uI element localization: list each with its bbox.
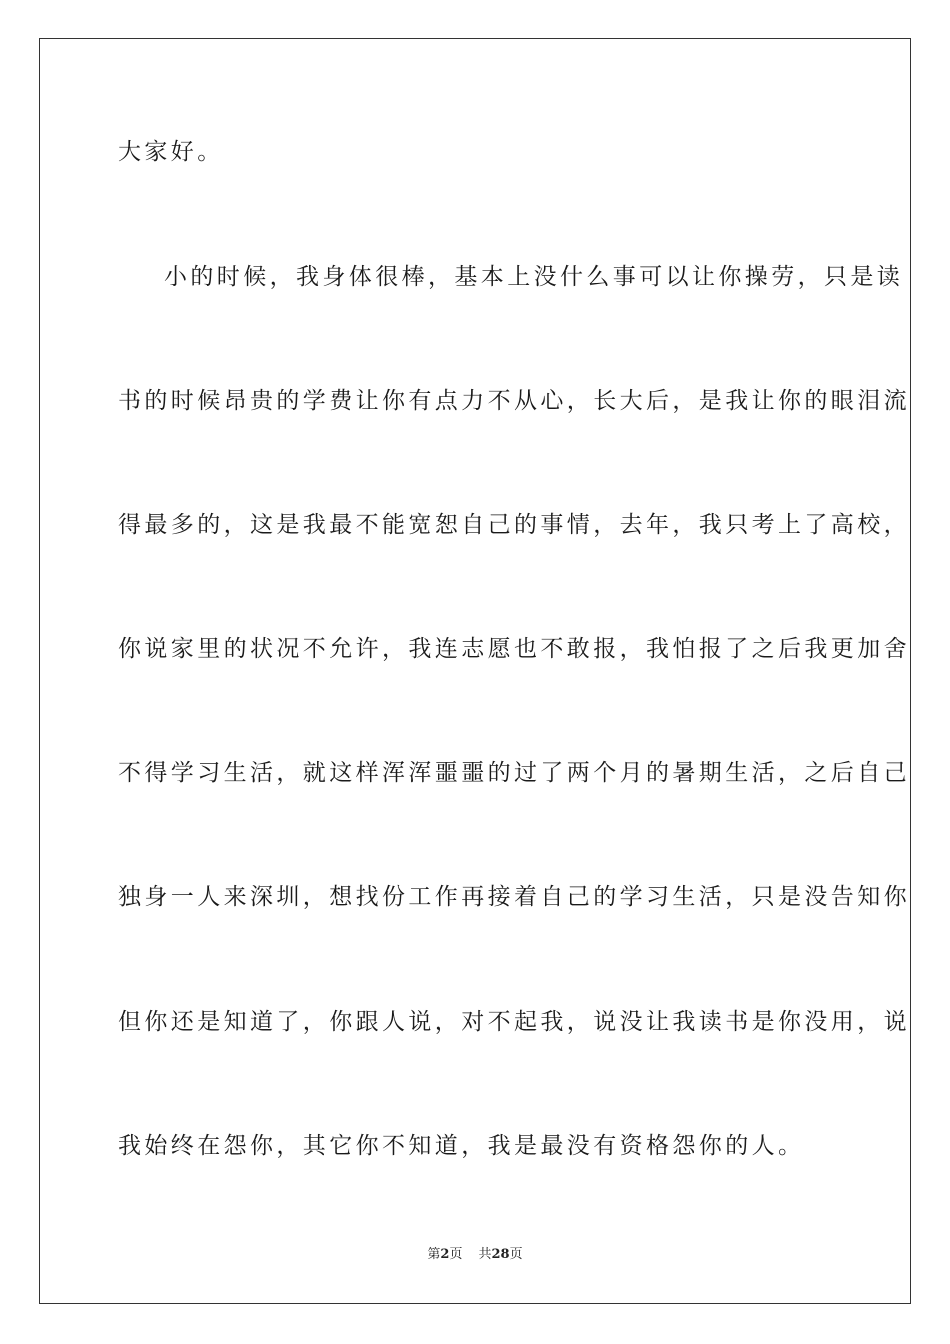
page-border (39, 38, 911, 1304)
text-line-6: 不得学习生活，就这样浑浑噩噩的过了两个月的暑期生活，之后自己 (118, 760, 910, 786)
text-line-2: 小的时候，我身体很棒，基本上没什么事可以让你操劳，只是读 (164, 264, 904, 290)
total-prefix: 共 (478, 1247, 492, 1262)
text-line-1: 大家好。 (118, 139, 224, 165)
total-suffix: 页 (509, 1247, 523, 1262)
page-footer (0, 1246, 950, 1264)
page-prefix: 第 (427, 1247, 441, 1262)
text-line-9: 我始终在怨你，其它你不知道，我是最没有资格怨你的人。 (118, 1133, 805, 1159)
text-line-5: 你说家里的状况不允许，我连志愿也不敢报，我怕报了之后我更加舍 (118, 636, 910, 662)
text-line-3: 书的时候昂贵的学费让你有点力不从心，长大后，是我让你的眼泪流 (118, 388, 910, 414)
page-number: 2 (440, 1247, 450, 1262)
total-pages: 28 (491, 1247, 510, 1262)
text-line-7: 独身一人来深圳，想找份工作再接着自己的学习生活，只是没告知你 (118, 884, 910, 910)
text-line-8: 但你还是知道了，你跟人说，对不起我，说没让我读书是你没用，说 (118, 1009, 910, 1035)
text-line-4: 得最多的，这是我最不能宽恕自己的事情，去年，我只考上了高校， (118, 512, 910, 538)
page-suffix: 页 (449, 1247, 463, 1262)
